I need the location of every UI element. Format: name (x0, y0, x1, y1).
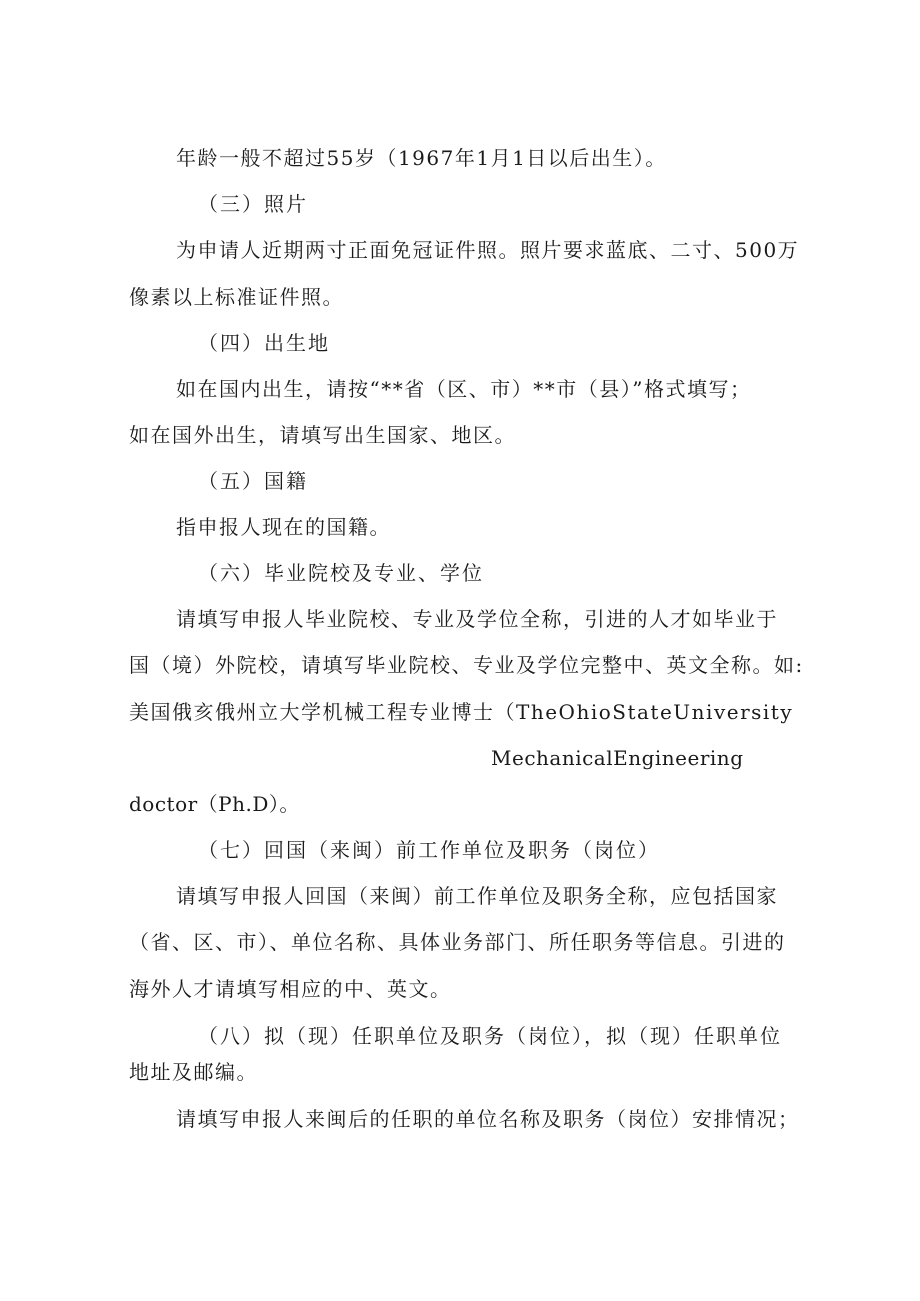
paragraph-birthplace-line-1: 如在国内出生，请按“**省（区、市）**市（县）”格式填写； (176, 377, 752, 401)
paragraph-previous-employer-line-2: （省、区、市）、单位名称、具体业务部门、所任职务等信息。引进的 (129, 930, 786, 954)
section-heading-education: （六）毕业院校及专业、学位 (198, 561, 484, 585)
paragraph-education-line-5: doctor（Ph.D）。 (129, 792, 300, 816)
section-heading-proposed-employer-cont: 地址及邮编。 (129, 1060, 258, 1084)
paragraph-education-line-1: 请填写申报人毕业院校、专业及学位全称，引进的人才如毕业于 (176, 607, 778, 631)
paragraph-proposed-employer: 请填写申报人来闽后的任职的单位名称及职务（岗位）安排情况； (176, 1107, 800, 1131)
section-heading-nationality: （五）国籍 (198, 469, 308, 493)
section-heading-birthplace: （四）出生地 (198, 331, 330, 355)
paragraph-nationality: 指申报人现在的国籍。 (176, 515, 391, 539)
paragraph-education-line-4: MechanicalEngineering (491, 746, 744, 770)
section-heading-photo: （三）照片 (198, 192, 308, 216)
paragraph-photo-line-2: 像素以上标准证件照。 (129, 285, 344, 309)
paragraph-education-line-2: 国（境）外院校，请填写毕业院校、专业及学位完整中、英文全称。如: (129, 653, 804, 677)
paragraph-previous-employer-line-1: 请填写申报人回国（来闽）前工作单位及职务全称，应包括国家 (176, 884, 778, 908)
section-heading-proposed-employer: （八）拟（现）任职单位及职务（岗位），拟（现）任职单位 (198, 1024, 782, 1048)
paragraph-age-limit: 年龄一般不超过55岁（1967年1月1日以后出生）。 (176, 146, 667, 170)
section-heading-previous-employer: （七）回国（来闽）前工作单位及职务（岗位） (198, 838, 660, 862)
paragraph-previous-employer-line-3: 海外人才请填写相应的中、英文。 (129, 977, 452, 1001)
paragraph-birthplace-line-2: 如在国外出生，请填写出生国家、地区。 (129, 423, 516, 447)
paragraph-education-line-3: 美国俄亥俄州立大学机械工程专业博士（TheOhioStateUniversity (129, 700, 794, 724)
paragraph-photo-line-1: 为申请人近期两寸正面免冠证件照。照片要求蓝底、二寸、500万 (176, 238, 800, 262)
